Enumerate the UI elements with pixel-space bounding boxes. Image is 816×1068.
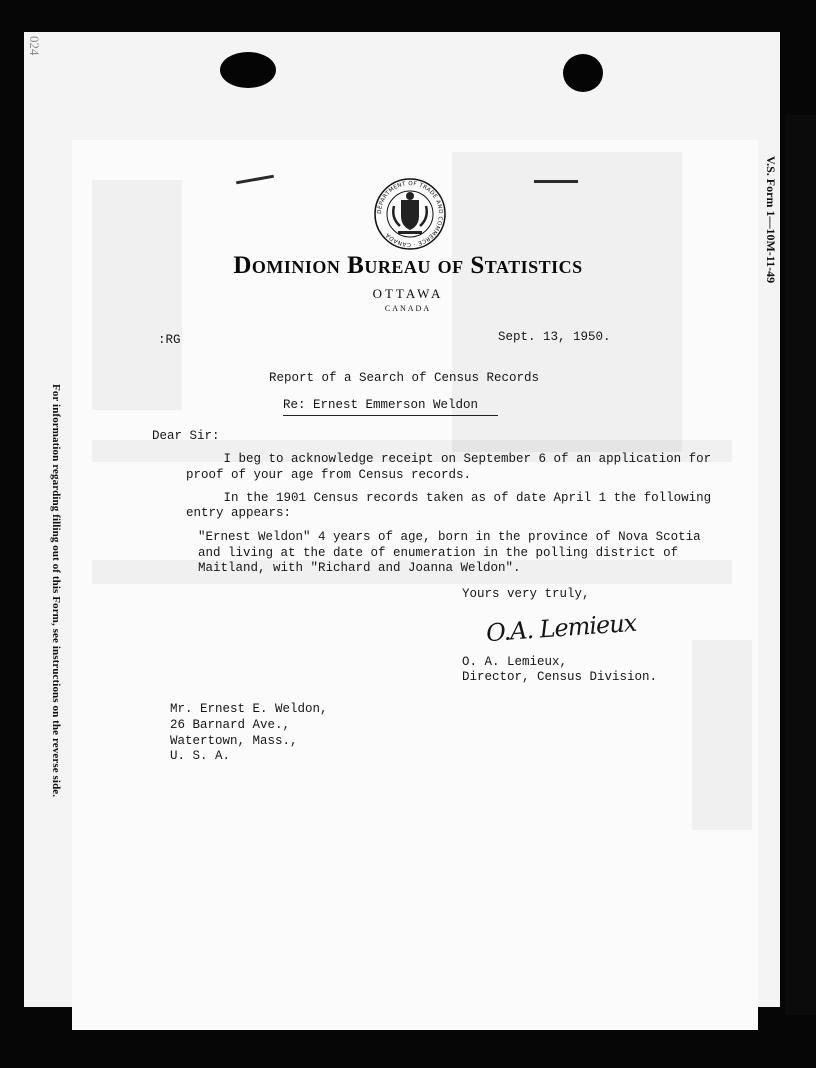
re-line: Re: Ernest Emmerson Weldon bbox=[283, 398, 479, 412]
reference-initials: :RG bbox=[158, 333, 181, 347]
address-line-2: 26 Barnard Ave., bbox=[170, 718, 291, 732]
pencil-mark bbox=[534, 180, 578, 183]
re-line-underline bbox=[283, 415, 498, 416]
punch-hole-right bbox=[563, 54, 603, 92]
census-entry-line-2: and living at the date of enumeration in the polling district of bbox=[198, 546, 679, 560]
paragraph-2-line-2: entry appears: bbox=[186, 506, 292, 520]
bleed-through bbox=[452, 152, 682, 452]
salutation: Dear Sir: bbox=[152, 429, 220, 443]
address-line-1: Mr. Ernest E. Weldon, bbox=[170, 702, 328, 716]
address-line-4: U. S. A. bbox=[170, 749, 231, 763]
seal-ring-text: DEPARTMENT OF TRADE AND COMMERCE · CANADA bbox=[376, 180, 444, 248]
city-name: OTTAWA bbox=[372, 286, 444, 301]
punch-hole-left bbox=[220, 52, 276, 88]
census-entry-line-3: Maitland, with "Richard and Joanna Weldon". bbox=[198, 561, 521, 575]
pencil-mark bbox=[236, 175, 274, 185]
form-instructions-vertical: For information regarding filling out of this Form, see instructions on the reverse side. bbox=[50, 384, 62, 798]
organization-name: Dominion Bureau of Statistics bbox=[233, 252, 583, 279]
right-dark-edge bbox=[785, 115, 816, 1015]
signer-name: O. A. Lemieux, bbox=[462, 655, 568, 669]
paragraph-2-line-1: In the 1901 Census records taken as of date April 1 the following bbox=[186, 491, 712, 505]
country-name: CANADA bbox=[384, 304, 432, 313]
address-line-3: Watertown, Mass., bbox=[170, 734, 298, 748]
paragraph-1-line-2: proof of your age from Census records. bbox=[186, 468, 472, 482]
form-number-vertical: V.S. Form 1—10M-11-49 bbox=[764, 156, 778, 284]
crest-seal-icon bbox=[372, 176, 448, 252]
signature: O.A. Lemieux bbox=[485, 608, 638, 648]
letter-date: Sept. 13, 1950. bbox=[498, 330, 611, 344]
corner-note: 024 bbox=[27, 36, 42, 56]
census-entry-line-1: "Ernest Weldon" 4 years of age, born in the province of Nova Scotia bbox=[198, 530, 701, 544]
paragraph-1-line-1: I beg to acknowledge receipt on September 6 of an application for bbox=[186, 452, 712, 466]
bleed-through bbox=[692, 640, 752, 830]
closing: Yours very truly, bbox=[462, 587, 590, 601]
signer-title: Director, Census Division. bbox=[462, 670, 658, 684]
report-title: Report of a Search of Census Records bbox=[269, 371, 540, 385]
